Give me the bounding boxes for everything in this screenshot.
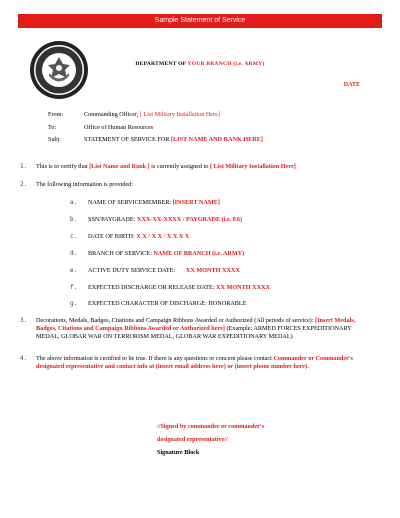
signature-line-2: designated representative//: [157, 436, 228, 443]
signature-block: Signature Block: [157, 449, 200, 456]
title-banner: Sample Statement of Service: [18, 14, 382, 28]
department-heading: DEPARTMENT OF YOUR BRANCH (i.e. ARMY): [135, 61, 265, 67]
signature-line-1: //Signed by commander or commander's: [157, 423, 265, 430]
date-field: DATE: [343, 82, 360, 88]
department-of-defense-seal-icon: [29, 40, 89, 100]
